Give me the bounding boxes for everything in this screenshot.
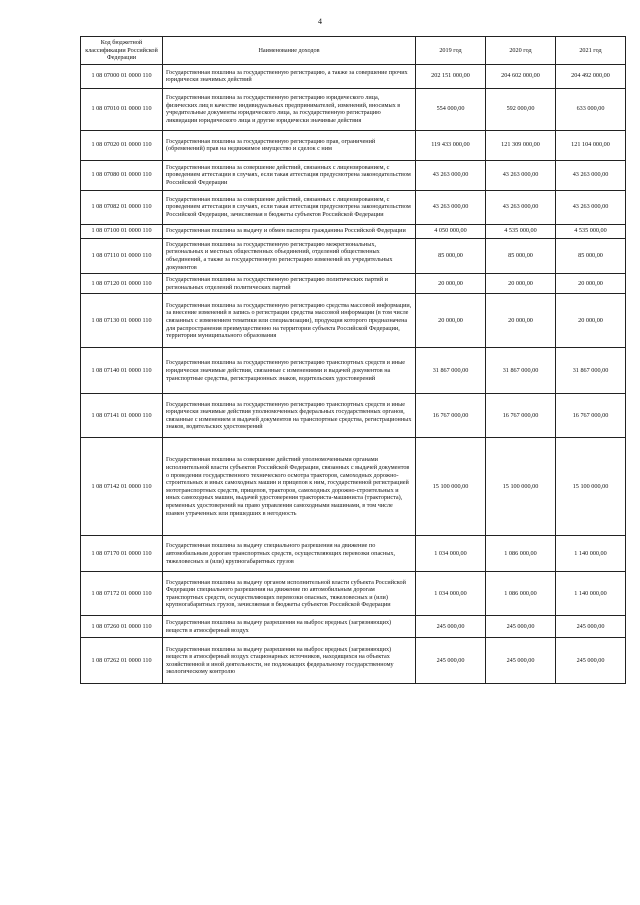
cell-code: 1 08 07172 01 0000 110 (81, 572, 163, 616)
table-row (81, 348, 626, 394)
table-row (81, 130, 626, 160)
table-row (81, 64, 626, 88)
cell-2020: 20 000,00 (486, 294, 556, 348)
cell-name: Государственная пошлина за выдачу органом исполнительной власти субъекта Российской Федерации специального разрешения на движение по автомобильным дорогам транспортных средств, осуществляющих перевозки опасных, тяжеловесных и (или) крупногабаритных грузов, зачисляемая в бюджеты субъектов Российской Федерации (163, 572, 416, 616)
cell-name: Государственная пошлина за выдачу разрешения на выброс вредных (загрязняющих) веществ в атмосферный воздух (163, 616, 416, 638)
cell-code: 1 08 07010 01 0000 110 (81, 88, 163, 130)
cell-code: 1 08 07000 01 0000 110 (81, 64, 163, 88)
revenue-table (80, 36, 626, 684)
cell-2021: 31 867 000,00 (556, 348, 626, 394)
cell-2019: 245 000,00 (416, 638, 486, 684)
cell-code: 1 08 07100 01 0000 110 (81, 224, 163, 238)
cell-2020: 43 263 000,00 (486, 190, 556, 224)
cell-code: 1 08 07082 01 0000 110 (81, 190, 163, 224)
cell-2019: 20 000,00 (416, 274, 486, 294)
cell-2020: 43 263 000,00 (486, 160, 556, 190)
cell-2019: 16 767 000,00 (416, 394, 486, 438)
cell-code: 1 08 07110 01 0000 110 (81, 238, 163, 273)
cell-2019: 20 000,00 (416, 294, 486, 348)
cell-2021: 1 140 000,00 (556, 572, 626, 616)
cell-name: Государственная пошлина за совершение действий, связанных с лицензированием, с проведением аттестации в случаях, если такая аттестация предусмотрена законодательством Российской Федерации, зачисляемая в бюджеты субъектов Российской Федерации (163, 190, 416, 224)
cell-name: Государственная пошлина за государственную регистрацию юридического лица, физических лиц в качестве индивидуальных предпринимателей, изменений, вносимых в учредительные документы юридического лица, за государственную регистрацию ликвидации юридического лица и другие юридически значимые действия (163, 88, 416, 130)
table-row (81, 238, 626, 273)
cell-2020: 16 767 000,00 (486, 394, 556, 438)
table-row (81, 616, 626, 638)
cell-name: Государственная пошлина за государственную регистрацию транспортных средств и иные юридически значимые действия, связанные с изменениями и выдачей документов на транспортные средства, регистрационных знаков, водительских удостоверений (163, 348, 416, 394)
cell-code: 1 08 07120 01 0000 110 (81, 274, 163, 294)
cell-name: Государственная пошлина за государственную регистрацию прав, ограничений (обременений) прав на недвижимое имущество и сделок с ним (163, 130, 416, 160)
header-row (81, 37, 626, 65)
cell-2020: 592 000,00 (486, 88, 556, 130)
cell-2020: 245 000,00 (486, 616, 556, 638)
cell-2020: 204 602 000,00 (486, 64, 556, 88)
table-row (81, 438, 626, 536)
cell-name: Государственная пошлина за выдачу специального разрешения на движение по автомобильным дорогам транспортных средств, осуществляющих перевозки опасных, тяжеловесных и (или) крупногабаритных грузов (163, 536, 416, 572)
cell-2020: 245 000,00 (486, 638, 556, 684)
cell-2021: 43 263 000,00 (556, 160, 626, 190)
cell-code: 1 08 07140 01 0000 110 (81, 348, 163, 394)
page-number: 4 (318, 17, 322, 26)
cell-2021: 1 140 000,00 (556, 536, 626, 572)
header-2019: 2019 год (416, 37, 486, 65)
cell-2021: 633 000,00 (556, 88, 626, 130)
cell-2019: 85 000,00 (416, 238, 486, 273)
table-row (81, 224, 626, 238)
header-name: Наименование доходов (163, 37, 416, 65)
table-row (81, 572, 626, 616)
cell-2021: 15 100 000,00 (556, 438, 626, 536)
cell-2020: 121 309 000,00 (486, 130, 556, 160)
cell-name: Государственная пошлина за совершение действий, связанных с лицензированием, с проведением аттестации в случаях, если такая аттестация предусмотрена законодательством Российской Федерации (163, 160, 416, 190)
cell-name: Государственная пошлина за государственную регистрацию межрегиональных, региональных и местных общественных объединений, отделений общественных объединений, а также за государственную регистрацию изменений их учредительных документов (163, 238, 416, 273)
cell-2019: 15 100 000,00 (416, 438, 486, 536)
cell-name: Государственная пошлина за совершение действий уполномоченными органами исполнительной власти субъектов Российской Федерации, связанных с выдачей документов о проведении государственного технического осмотра тракторов, самоходных дорожно-строительных и иных самоходных машин и прицепов к ним, государственной регистрацией мототранспортных средств, прицепов, тракторов, самоходных дорожно-строительных и иных самоходных машин, выдачей удостоверения тракториста-машиниста (тракториста), временных удостоверений на право управления самоходными машинами, в том числе взамен утраченных или пришедших в негодность (163, 438, 416, 536)
cell-2021: 204 492 000,00 (556, 64, 626, 88)
cell-2021: 43 263 000,00 (556, 190, 626, 224)
cell-code: 1 08 07170 01 0000 110 (81, 536, 163, 572)
table-row (81, 160, 626, 190)
cell-code: 1 08 07020 01 0000 110 (81, 130, 163, 160)
table-row (81, 394, 626, 438)
cell-2019: 202 151 000,00 (416, 64, 486, 88)
header-2021: 2021 год (556, 37, 626, 65)
cell-name: Государственная пошлина за государственную регистрацию транспортных средств и иные юридически значимые действия уполномоченных федеральных государственных органов, связанные с изменением и выдачей документов на транспортные средства, регистрационных знаков, водительских удостоверений (163, 394, 416, 438)
cell-2021: 16 767 000,00 (556, 394, 626, 438)
table-row (81, 274, 626, 294)
cell-2019: 43 263 000,00 (416, 160, 486, 190)
cell-2019: 1 034 000,00 (416, 572, 486, 616)
cell-code: 1 08 07142 01 0000 110 (81, 438, 163, 536)
table-row (81, 88, 626, 130)
cell-2020: 31 867 000,00 (486, 348, 556, 394)
cell-2019: 119 433 000,00 (416, 130, 486, 160)
cell-2021: 20 000,00 (556, 294, 626, 348)
header-code: Код бюджетной классификации Российской Федерации (81, 37, 163, 65)
cell-name: Государственная пошлина за выдачу и обмен паспорта гражданина Российской Федерации (163, 224, 416, 238)
cell-2020: 20 000,00 (486, 274, 556, 294)
header-2020: 2020 год (486, 37, 556, 65)
cell-code: 1 08 07141 01 0000 110 (81, 394, 163, 438)
cell-2019: 43 263 000,00 (416, 190, 486, 224)
cell-2020: 4 535 000,00 (486, 224, 556, 238)
table-header (81, 37, 626, 65)
cell-2021: 85 000,00 (556, 238, 626, 273)
table-row (81, 638, 626, 684)
cell-name: Государственная пошлина за государственную регистрацию, а также за совершение прочих юридически значимых действий (163, 64, 416, 88)
cell-name: Государственная пошлина за выдачу разрешения на выброс вредных (загрязняющих) веществ в атмосферный воздух стационарных источников, находящихся на объектах хозяйственной и иной деятельности, не подлежащих федеральному государственному экологическому контролю (163, 638, 416, 684)
cell-2019: 554 000,00 (416, 88, 486, 130)
cell-2021: 245 000,00 (556, 638, 626, 684)
cell-2021: 4 535 000,00 (556, 224, 626, 238)
cell-code: 1 08 07130 01 0000 110 (81, 294, 163, 348)
cell-2021: 245 000,00 (556, 616, 626, 638)
cell-name: Государственная пошлина за государственную регистрацию политических партий и региональных отделений политических партий (163, 274, 416, 294)
table-row (81, 536, 626, 572)
cell-code: 1 08 07080 01 0000 110 (81, 160, 163, 190)
cell-code: 1 08 07262 01 0000 110 (81, 638, 163, 684)
cell-2021: 121 104 000,00 (556, 130, 626, 160)
cell-2021: 20 000,00 (556, 274, 626, 294)
cell-name: Государственная пошлина за государственную регистрацию средства массовой информации, за внесение изменений в запись о регистрации средства массовой информации (в том числе связанных с изменением тематики или специализации), продукция которого предназначена для распространения преимущественно на территории субъекта Российской Федерации, территории муниципального образования (163, 294, 416, 348)
cell-code: 1 08 07260 01 0000 110 (81, 616, 163, 638)
table-row (81, 294, 626, 348)
cell-2020: 85 000,00 (486, 238, 556, 273)
cell-2019: 31 867 000,00 (416, 348, 486, 394)
table-body (81, 64, 626, 684)
cell-2020: 1 086 000,00 (486, 536, 556, 572)
cell-2019: 1 034 000,00 (416, 536, 486, 572)
cell-2019: 245 000,00 (416, 616, 486, 638)
cell-2020: 1 086 000,00 (486, 572, 556, 616)
cell-2020: 15 100 000,00 (486, 438, 556, 536)
table-row (81, 190, 626, 224)
cell-2019: 4 050 000,00 (416, 224, 486, 238)
